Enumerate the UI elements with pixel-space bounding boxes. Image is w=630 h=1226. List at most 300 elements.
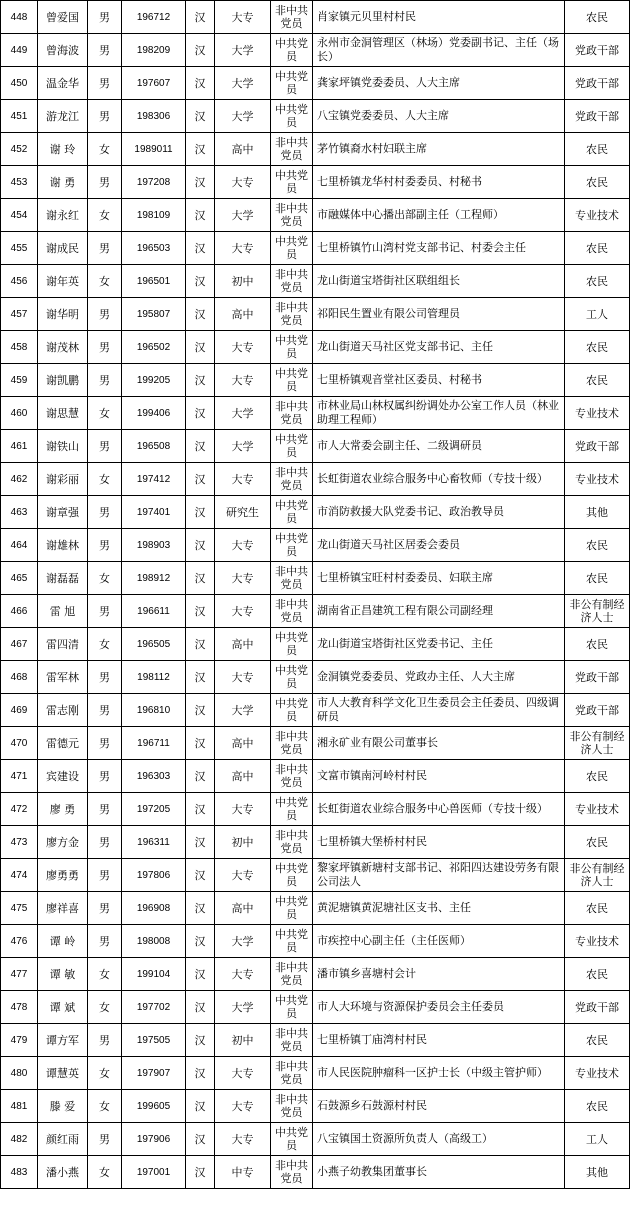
- person-name-cell: 谢凯鹏: [38, 364, 88, 397]
- person-name-cell: 谢铁山: [38, 430, 88, 463]
- person-name-cell: 廖 勇: [38, 793, 88, 826]
- party-affiliation-cell: 非中共党员: [271, 727, 313, 760]
- job-title-cell: 市消防救援大队党委书记、政治教导员: [313, 496, 565, 529]
- party-affiliation-cell: 非中共党员: [271, 1057, 313, 1090]
- education-cell: 初中: [215, 265, 271, 298]
- sector-cell: 工人: [565, 1123, 630, 1156]
- row-number-cell: 451: [1, 100, 38, 133]
- education-cell: 初中: [215, 1024, 271, 1057]
- party-affiliation-cell: 非中共党员: [271, 133, 313, 166]
- birth-date-cell: 197702: [122, 991, 186, 1024]
- party-affiliation-cell: 中共党员: [271, 1123, 313, 1156]
- education-cell: 高中: [215, 892, 271, 925]
- ethnicity-cell: 汉: [186, 133, 215, 166]
- sector-cell: 农民: [565, 562, 630, 595]
- row-number-cell: 453: [1, 166, 38, 199]
- birth-date-cell: 199605: [122, 1090, 186, 1123]
- row-number-cell: 460: [1, 397, 38, 430]
- birth-date-cell: 197907: [122, 1057, 186, 1090]
- education-cell: 大专: [215, 793, 271, 826]
- table-row: [1, 958, 630, 991]
- party-affiliation-cell: 中共党员: [271, 430, 313, 463]
- birth-date-cell: 195807: [122, 298, 186, 331]
- education-cell: 大专: [215, 661, 271, 694]
- job-title-cell: 七里桥镇丁庙湾村村民: [313, 1024, 565, 1057]
- table-row: [1, 133, 630, 166]
- gender-cell: 男: [88, 166, 122, 199]
- person-name-cell: 谢年英: [38, 265, 88, 298]
- gender-cell: 女: [88, 199, 122, 232]
- table-row: [1, 628, 630, 661]
- party-affiliation-cell: 非中共党员: [271, 199, 313, 232]
- education-cell: 大专: [215, 595, 271, 628]
- education-cell: 大学: [215, 34, 271, 67]
- ethnicity-cell: 汉: [186, 925, 215, 958]
- row-number-cell: 467: [1, 628, 38, 661]
- gender-cell: 男: [88, 925, 122, 958]
- person-name-cell: 游龙江: [38, 100, 88, 133]
- table-row: [1, 364, 630, 397]
- person-name-cell: 廖勇勇: [38, 859, 88, 892]
- gender-cell: 男: [88, 496, 122, 529]
- sector-cell: 农民: [565, 166, 630, 199]
- gender-cell: 男: [88, 430, 122, 463]
- row-number-cell: 481: [1, 1090, 38, 1123]
- gender-cell: 女: [88, 628, 122, 661]
- gender-cell: 男: [88, 1, 122, 34]
- table-row: [1, 166, 630, 199]
- person-name-cell: 谢章强: [38, 496, 88, 529]
- gender-cell: 男: [88, 298, 122, 331]
- birth-date-cell: 196611: [122, 595, 186, 628]
- ethnicity-cell: 汉: [186, 298, 215, 331]
- job-title-cell: 石鼓源乡石鼓源村村民: [313, 1090, 565, 1123]
- job-title-cell: 七里桥镇龙华村村委委员、村秘书: [313, 166, 565, 199]
- education-cell: 大学: [215, 100, 271, 133]
- gender-cell: 女: [88, 562, 122, 595]
- table-row: [1, 793, 630, 826]
- education-cell: 大专: [215, 463, 271, 496]
- party-affiliation-cell: 中共党员: [271, 661, 313, 694]
- table-body: [1, 1, 630, 1189]
- education-cell: 大学: [215, 991, 271, 1024]
- gender-cell: 男: [88, 364, 122, 397]
- party-affiliation-cell: 中共党员: [271, 232, 313, 265]
- sector-cell: 专业技术: [565, 925, 630, 958]
- birth-date-cell: 196503: [122, 232, 186, 265]
- education-cell: 大专: [215, 331, 271, 364]
- birth-date-cell: 197205: [122, 793, 186, 826]
- ethnicity-cell: 汉: [186, 991, 215, 1024]
- ethnicity-cell: 汉: [186, 232, 215, 265]
- table-row: [1, 496, 630, 529]
- row-number-cell: 472: [1, 793, 38, 826]
- job-title-cell: 市人大环境与资源保护委员会主任委员: [313, 991, 565, 1024]
- party-affiliation-cell: 中共党员: [271, 694, 313, 727]
- birth-date-cell: 196508: [122, 430, 186, 463]
- party-affiliation-cell: 非中共党员: [271, 595, 313, 628]
- ethnicity-cell: 汉: [186, 166, 215, 199]
- row-number-cell: 482: [1, 1123, 38, 1156]
- gender-cell: 女: [88, 991, 122, 1024]
- education-cell: 大学: [215, 694, 271, 727]
- birth-date-cell: 196711: [122, 727, 186, 760]
- row-number-cell: 478: [1, 991, 38, 1024]
- sector-cell: 党政干部: [565, 34, 630, 67]
- ethnicity-cell: 汉: [186, 793, 215, 826]
- table-row: [1, 595, 630, 628]
- job-title-cell: 文富市镇南河岭村村民: [313, 760, 565, 793]
- education-cell: 大专: [215, 232, 271, 265]
- sector-cell: 农民: [565, 1024, 630, 1057]
- person-name-cell: 曾爱国: [38, 1, 88, 34]
- ethnicity-cell: 汉: [186, 826, 215, 859]
- party-affiliation-cell: 中共党员: [271, 991, 313, 1024]
- job-title-cell: 永州市金洞管理区（林场）党委副书记、主任（场长）: [313, 34, 565, 67]
- row-number-cell: 476: [1, 925, 38, 958]
- job-title-cell: 黎家坪镇新塘村支部书记、祁阳四达建设劳务有限公司法人: [313, 859, 565, 892]
- table-row: [1, 1, 630, 34]
- party-affiliation-cell: 中共党员: [271, 859, 313, 892]
- sector-cell: 农民: [565, 1090, 630, 1123]
- birth-date-cell: 197906: [122, 1123, 186, 1156]
- person-name-cell: 谢华明: [38, 298, 88, 331]
- row-number-cell: 456: [1, 265, 38, 298]
- ethnicity-cell: 汉: [186, 694, 215, 727]
- table-row: [1, 760, 630, 793]
- sector-cell: 农民: [565, 133, 630, 166]
- table-row: [1, 661, 630, 694]
- birth-date-cell: 199406: [122, 397, 186, 430]
- person-name-cell: 雷 旭: [38, 595, 88, 628]
- birth-date-cell: 197208: [122, 166, 186, 199]
- person-name-cell: 谭 岭: [38, 925, 88, 958]
- table-row: [1, 1090, 630, 1123]
- table-row: [1, 1024, 630, 1057]
- party-affiliation-cell: 非中共党员: [271, 958, 313, 991]
- table-row: [1, 232, 630, 265]
- sector-cell: 农民: [565, 628, 630, 661]
- party-affiliation-cell: 非中共党员: [271, 826, 313, 859]
- gender-cell: 女: [88, 1156, 122, 1189]
- party-affiliation-cell: 中共党员: [271, 793, 313, 826]
- row-number-cell: 475: [1, 892, 38, 925]
- job-title-cell: 长虹街道农业综合服务中心畜牧师（专技十级）: [313, 463, 565, 496]
- education-cell: 大专: [215, 958, 271, 991]
- person-name-cell: 宾建设: [38, 760, 88, 793]
- job-title-cell: 七里桥镇观音堂社区委员、村秘书: [313, 364, 565, 397]
- job-title-cell: 七里桥镇大堡桥村村民: [313, 826, 565, 859]
- job-title-cell: 茅竹镇裔水村妇联主席: [313, 133, 565, 166]
- gender-cell: 女: [88, 265, 122, 298]
- gender-cell: 男: [88, 100, 122, 133]
- ethnicity-cell: 汉: [186, 67, 215, 100]
- sector-cell: 党政干部: [565, 430, 630, 463]
- party-affiliation-cell: 非中共党员: [271, 265, 313, 298]
- table-row: [1, 1156, 630, 1189]
- ethnicity-cell: 汉: [186, 529, 215, 562]
- party-affiliation-cell: 非中共党员: [271, 562, 313, 595]
- job-title-cell: 七里桥镇宝旺村村委委员、妇联主席: [313, 562, 565, 595]
- job-title-cell: 市融媒体中心播出部副主任（工程师）: [313, 199, 565, 232]
- sector-cell: 农民: [565, 232, 630, 265]
- birth-date-cell: 198209: [122, 34, 186, 67]
- ethnicity-cell: 汉: [186, 430, 215, 463]
- job-title-cell: 龙山街道天马社区居委会委员: [313, 529, 565, 562]
- sector-cell: 专业技术: [565, 199, 630, 232]
- birth-date-cell: 196502: [122, 331, 186, 364]
- person-name-cell: 谢永红: [38, 199, 88, 232]
- ethnicity-cell: 汉: [186, 100, 215, 133]
- gender-cell: 男: [88, 232, 122, 265]
- row-number-cell: 469: [1, 694, 38, 727]
- ethnicity-cell: 汉: [186, 34, 215, 67]
- sector-cell: 专业技术: [565, 793, 630, 826]
- table-row: [1, 1123, 630, 1156]
- education-cell: 大专: [215, 1123, 271, 1156]
- row-number-cell: 463: [1, 496, 38, 529]
- education-cell: 大专: [215, 1090, 271, 1123]
- person-name-cell: 潘小燕: [38, 1156, 88, 1189]
- education-cell: 高中: [215, 727, 271, 760]
- person-name-cell: 谢 玲: [38, 133, 88, 166]
- job-title-cell: 肖家镇元贝里村村民: [313, 1, 565, 34]
- job-title-cell: 黄泥塘镇黄泥塘社区支书、主任: [313, 892, 565, 925]
- person-name-cell: 谢磊磊: [38, 562, 88, 595]
- sector-cell: 专业技术: [565, 1057, 630, 1090]
- sector-cell: 党政干部: [565, 694, 630, 727]
- row-number-cell: 474: [1, 859, 38, 892]
- job-title-cell: 市人大教育科学文化卫生委员会主任委员、四级调研员: [313, 694, 565, 727]
- gender-cell: 女: [88, 133, 122, 166]
- birth-date-cell: 1989011: [122, 133, 186, 166]
- gender-cell: 男: [88, 859, 122, 892]
- job-title-cell: 潘市镇乡喜塘村会计: [313, 958, 565, 991]
- party-affiliation-cell: 中共党员: [271, 166, 313, 199]
- row-number-cell: 480: [1, 1057, 38, 1090]
- party-affiliation-cell: 非中共党员: [271, 1024, 313, 1057]
- person-name-cell: 谢茂林: [38, 331, 88, 364]
- person-name-cell: 滕 爱: [38, 1090, 88, 1123]
- job-title-cell: 七里桥镇竹山湾村党支部书记、村委会主任: [313, 232, 565, 265]
- education-cell: 大专: [215, 166, 271, 199]
- gender-cell: 女: [88, 958, 122, 991]
- job-title-cell: 市人民医院肿瘤科一区护士长（中级主管护师）: [313, 1057, 565, 1090]
- education-cell: 大专: [215, 364, 271, 397]
- party-affiliation-cell: 中共党员: [271, 34, 313, 67]
- ethnicity-cell: 汉: [186, 1123, 215, 1156]
- birth-date-cell: 198112: [122, 661, 186, 694]
- sector-cell: 非公有制经济人士: [565, 727, 630, 760]
- gender-cell: 男: [88, 1123, 122, 1156]
- gender-cell: 男: [88, 529, 122, 562]
- party-affiliation-cell: 中共党员: [271, 529, 313, 562]
- person-name-cell: 谢雄林: [38, 529, 88, 562]
- ethnicity-cell: 汉: [186, 1, 215, 34]
- gender-cell: 男: [88, 661, 122, 694]
- row-number-cell: 454: [1, 199, 38, 232]
- job-title-cell: 八宝镇国土资源所负责人（高级工）: [313, 1123, 565, 1156]
- row-number-cell: 468: [1, 661, 38, 694]
- ethnicity-cell: 汉: [186, 1057, 215, 1090]
- gender-cell: 男: [88, 694, 122, 727]
- table-row: [1, 265, 630, 298]
- person-name-cell: 谭慧英: [38, 1057, 88, 1090]
- ethnicity-cell: 汉: [186, 859, 215, 892]
- row-number-cell: 461: [1, 430, 38, 463]
- job-title-cell: 八宝镇党委委员、人大主席: [313, 100, 565, 133]
- party-affiliation-cell: 中共党员: [271, 925, 313, 958]
- ethnicity-cell: 汉: [186, 364, 215, 397]
- table-row: [1, 463, 630, 496]
- party-affiliation-cell: 中共党员: [271, 100, 313, 133]
- job-title-cell: 龙山街道宝塔街社区联组组长: [313, 265, 565, 298]
- table-row: [1, 397, 630, 430]
- sector-cell: 专业技术: [565, 463, 630, 496]
- row-number-cell: 471: [1, 760, 38, 793]
- education-cell: 大学: [215, 397, 271, 430]
- job-title-cell: 长虹街道农业综合服务中心兽医师（专技十级）: [313, 793, 565, 826]
- row-number-cell: 466: [1, 595, 38, 628]
- person-name-cell: 谢思慧: [38, 397, 88, 430]
- row-number-cell: 449: [1, 34, 38, 67]
- sector-cell: 其他: [565, 496, 630, 529]
- ethnicity-cell: 汉: [186, 1090, 215, 1123]
- person-name-cell: 谭 斌: [38, 991, 88, 1024]
- sector-cell: 农民: [565, 265, 630, 298]
- birth-date-cell: 197401: [122, 496, 186, 529]
- row-number-cell: 457: [1, 298, 38, 331]
- sector-cell: 党政干部: [565, 100, 630, 133]
- row-number-cell: 465: [1, 562, 38, 595]
- birth-date-cell: 196501: [122, 265, 186, 298]
- table-row: [1, 298, 630, 331]
- birth-date-cell: 198109: [122, 199, 186, 232]
- gender-cell: 男: [88, 34, 122, 67]
- sector-cell: 农民: [565, 760, 630, 793]
- ethnicity-cell: 汉: [186, 661, 215, 694]
- education-cell: 高中: [215, 760, 271, 793]
- birth-date-cell: 197001: [122, 1156, 186, 1189]
- table-row: [1, 859, 630, 892]
- education-cell: 高中: [215, 298, 271, 331]
- ethnicity-cell: 汉: [186, 958, 215, 991]
- job-title-cell: 湖南省正昌建筑工程有限公司副经理: [313, 595, 565, 628]
- birth-date-cell: 199205: [122, 364, 186, 397]
- party-affiliation-cell: 中共党员: [271, 628, 313, 661]
- gender-cell: 女: [88, 463, 122, 496]
- job-title-cell: 龚家坪镇党委委员、人大主席: [313, 67, 565, 100]
- birth-date-cell: 196810: [122, 694, 186, 727]
- birth-date-cell: 198306: [122, 100, 186, 133]
- table-row: [1, 991, 630, 1024]
- birth-date-cell: 199104: [122, 958, 186, 991]
- ethnicity-cell: 汉: [186, 496, 215, 529]
- gender-cell: 男: [88, 826, 122, 859]
- person-name-cell: 雷军林: [38, 661, 88, 694]
- party-affiliation-cell: 中共党员: [271, 496, 313, 529]
- ethnicity-cell: 汉: [186, 331, 215, 364]
- gender-cell: 男: [88, 67, 122, 100]
- party-affiliation-cell: 非中共党员: [271, 1, 313, 34]
- job-title-cell: 市人大常委会副主任、二级调研员: [313, 430, 565, 463]
- birth-date-cell: 198912: [122, 562, 186, 595]
- birth-date-cell: 196712: [122, 1, 186, 34]
- person-name-cell: 谢彩丽: [38, 463, 88, 496]
- job-title-cell: 金洞镇党委委员、党政办主任、人大主席: [313, 661, 565, 694]
- gender-cell: 男: [88, 760, 122, 793]
- birth-date-cell: 197505: [122, 1024, 186, 1057]
- sector-cell: 农民: [565, 364, 630, 397]
- education-cell: 大学: [215, 925, 271, 958]
- table-row: [1, 199, 630, 232]
- birth-date-cell: 197806: [122, 859, 186, 892]
- sector-cell: 专业技术: [565, 397, 630, 430]
- job-title-cell: 小燕子幼教集团董事长: [313, 1156, 565, 1189]
- gender-cell: 男: [88, 892, 122, 925]
- party-affiliation-cell: 中共党员: [271, 67, 313, 100]
- sector-cell: 党政干部: [565, 661, 630, 694]
- birth-date-cell: 197412: [122, 463, 186, 496]
- ethnicity-cell: 汉: [186, 463, 215, 496]
- education-cell: 大学: [215, 67, 271, 100]
- birth-date-cell: 196505: [122, 628, 186, 661]
- row-number-cell: 479: [1, 1024, 38, 1057]
- table-row: [1, 529, 630, 562]
- ethnicity-cell: 汉: [186, 760, 215, 793]
- row-number-cell: 473: [1, 826, 38, 859]
- party-affiliation-cell: 中共党员: [271, 892, 313, 925]
- person-name-cell: 谭 敏: [38, 958, 88, 991]
- person-name-cell: 雷德元: [38, 727, 88, 760]
- person-name-cell: 谭方军: [38, 1024, 88, 1057]
- job-title-cell: 祁阳民生置业有限公司管理员: [313, 298, 565, 331]
- table-row: [1, 892, 630, 925]
- person-name-cell: 廖祥喜: [38, 892, 88, 925]
- sector-cell: 其他: [565, 1156, 630, 1189]
- education-cell: 大专: [215, 859, 271, 892]
- gender-cell: 女: [88, 397, 122, 430]
- row-number-cell: 455: [1, 232, 38, 265]
- ethnicity-cell: 汉: [186, 595, 215, 628]
- person-name-cell: 雷志刚: [38, 694, 88, 727]
- person-name-cell: 颜红雨: [38, 1123, 88, 1156]
- row-number-cell: 459: [1, 364, 38, 397]
- table-row: [1, 34, 630, 67]
- party-affiliation-cell: 非中共党员: [271, 298, 313, 331]
- table-row: [1, 1057, 630, 1090]
- row-number-cell: 450: [1, 67, 38, 100]
- sector-cell: 农民: [565, 1, 630, 34]
- table-row: [1, 727, 630, 760]
- job-title-cell: 市林业局山林权属纠纷调处办公室工作人员（林业助理工程师）: [313, 397, 565, 430]
- sector-cell: 党政干部: [565, 991, 630, 1024]
- ethnicity-cell: 汉: [186, 1024, 215, 1057]
- gender-cell: 女: [88, 1057, 122, 1090]
- education-cell: 大专: [215, 562, 271, 595]
- ethnicity-cell: 汉: [186, 397, 215, 430]
- gender-cell: 男: [88, 727, 122, 760]
- person-name-cell: 雷四清: [38, 628, 88, 661]
- ethnicity-cell: 汉: [186, 727, 215, 760]
- sector-cell: 非公有制经济人士: [565, 859, 630, 892]
- job-title-cell: 湘永矿业有限公司董事长: [313, 727, 565, 760]
- row-number-cell: 452: [1, 133, 38, 166]
- education-cell: 研究生: [215, 496, 271, 529]
- person-name-cell: 谢成民: [38, 232, 88, 265]
- table-row: [1, 100, 630, 133]
- birth-date-cell: 196908: [122, 892, 186, 925]
